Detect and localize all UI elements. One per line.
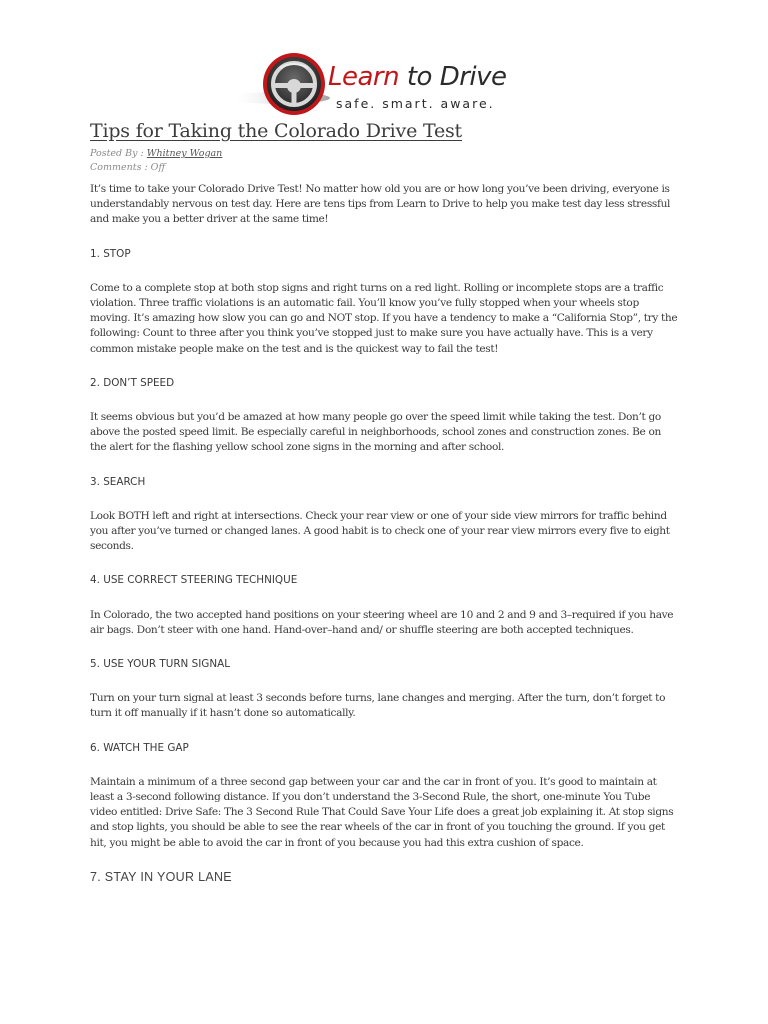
section-body: Turn on your turn signal at least 3 seconds before turns, lane changes and merging. After the turn, don’t forget to turn it off manually if it hasn’t done so automatically. — [90, 692, 666, 720]
author-link[interactable]: Whitney Wogan — [146, 148, 223, 159]
section-heading: 4. USE CORRECT STEERING TECHNIQUE — [90, 574, 298, 587]
section-heading: 2. DON’T SPEED — [90, 376, 175, 389]
article-title: Tips for Taking the Colorado Drive Test — [90, 120, 462, 142]
logo-title-rest: to Drive — [399, 62, 507, 92]
section-body: In Colorado, the two accepted hand positions on your steering wheel are 10 and 2 and 9 and 3–required if you have air bags. Don’t steer with one hand. Hand-over–hand and/ or shuffle steering are both accepted techniques. — [90, 608, 674, 636]
logo-tagline: safe. smart. aware. — [336, 96, 495, 111]
steering-wheel-icon — [228, 46, 338, 122]
section-heading: 1. STOP — [90, 247, 131, 260]
section-heading: 6. WATCH THE GAP — [90, 741, 189, 754]
section-body: It seems obvious but you’d be amazed at how many people go over the speed limit while taking the test. Don’t go above the posted speed limit. Be especially careful in neighborhoods, school zones and construction zones. Be on the alert for the flashing yellow school zone signs in the morning and after school. — [90, 411, 661, 454]
intro-paragraph: It’s time to take your Colorado Drive Test! No matter how old you are or how long you’ve been driving, everyone is understandably nervous on test day. Here are tens tips from Learn to Drive to help you make test day less stressful and make you a better driver at the same time! — [90, 183, 671, 226]
section-body: Come to a complete stop at both stop signs and right turns on a red light. Rolling or incomplete stops are a traffic violation. Three traffic violations is an automatic fail. You’ll know you’ve fully stopped when your wheels stop moving. It’s amazing how slow you can go and NOT stop. If you have a tendency to make a “California Stop”, try the following: Count to three after you think you’ve stopped just to make sure you have actually have. This is a very common mistake people make on the test and is the quickest way to fail the test! — [90, 281, 678, 355]
section-body: Look BOTH left and right at intersections. Check your rear view or one of your side view mirrors for traffic behind you after you’ve turned or changed lanes. A good habit is to check one of your rear view mirrors every five to eight seconds. — [90, 509, 670, 553]
learn-to-drive-logo — [228, 46, 508, 122]
posted-by-label: Posted By : — [90, 148, 147, 159]
comments-status: Comments : Off — [90, 162, 166, 173]
section-heading: 5. USE YOUR TURN SIGNAL — [90, 658, 230, 671]
section-heading-last: 7. STAY IN YOUR LANE — [90, 869, 232, 884]
logo-title-first: Learn — [328, 62, 400, 92]
posted-by — [90, 148, 222, 159]
article-body — [90, 182, 680, 904]
section-body: Maintain a minimum of a three second gap between your car and the car in front of you. It’s good to maintain at least a 3-second following distance. If you don’t understand the 3-Second Rule, the short, one-minute You Tube video entitled: Drive Safe: The 3 Second Rule That Could Save Your Life does a great job explaining it. At stop signs and stop lights, you should be able to see the rear wheels of the car in front of you touching the ground. If you get hit, you might be able to avoid the car in front of you because you had this extra cushion of space. — [90, 775, 674, 849]
section-heading: 3. SEARCH — [90, 475, 146, 488]
logo-title — [328, 62, 507, 92]
